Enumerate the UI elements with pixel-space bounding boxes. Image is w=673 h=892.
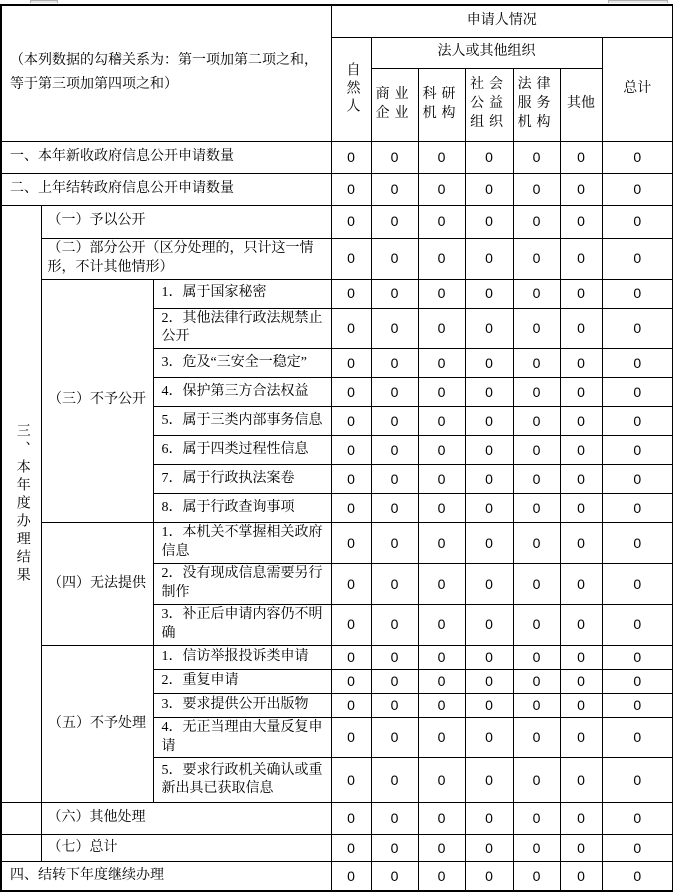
- value-cell: 0: [602, 758, 673, 803]
- value-cell: 0: [602, 693, 673, 717]
- col-header-other-org: 其他: [560, 68, 602, 141]
- row-label-not-processed-4: 4．无正当理由大量反复申请: [153, 717, 331, 758]
- value-cell: 0: [418, 173, 465, 205]
- value-cell: 0: [560, 645, 602, 669]
- row-label-not-processed-2: 2．重复申请: [153, 669, 331, 693]
- value-cell: 0: [331, 564, 371, 605]
- value-cell: 0: [602, 378, 673, 407]
- table-row: [1, 141, 673, 173]
- value-cell: 0: [371, 308, 418, 349]
- value-cell: 0: [560, 407, 602, 436]
- value-cell: 0: [418, 564, 465, 605]
- row-label-not-processed-3: 3．要求提供公开出版物: [153, 693, 331, 717]
- value-cell: 0: [465, 835, 513, 862]
- value-cell: 0: [560, 349, 602, 378]
- value-cell: 0: [418, 205, 465, 238]
- value-cell: 0: [331, 494, 371, 523]
- value-cell: 0: [371, 604, 418, 645]
- cutoff-ui-fragment-right: [608, 0, 668, 3]
- value-cell: 0: [602, 494, 673, 523]
- value-cell: 0: [331, 693, 371, 717]
- row-label-new-received: 一、本年新收政府信息公开申请数量: [1, 141, 331, 173]
- value-cell: 0: [602, 205, 673, 238]
- applicant-info-header: 申请人情况: [331, 5, 673, 37]
- table-row: [1, 645, 673, 669]
- value-cell: 0: [331, 717, 371, 758]
- value-cell: 0: [560, 803, 602, 835]
- value-cell: 0: [513, 669, 560, 693]
- value-cell: 0: [513, 693, 560, 717]
- value-cell: 0: [513, 717, 560, 758]
- row-label-denied-4: 4．保护第三方合法权益: [153, 378, 331, 407]
- value-cell: 0: [418, 349, 465, 378]
- col-header-natural-person: 自然人: [331, 37, 371, 141]
- group-label-not-processed: （五）不予处理: [41, 645, 153, 803]
- value-cell: 0: [465, 465, 513, 494]
- value-cell: 0: [331, 465, 371, 494]
- value-cell: 0: [371, 205, 418, 238]
- value-cell: 0: [560, 693, 602, 717]
- value-cell: 0: [602, 141, 673, 173]
- value-cell: 0: [418, 407, 465, 436]
- value-cell: 0: [465, 141, 513, 173]
- value-cell: 0: [465, 693, 513, 717]
- row-label-denied-8: 8．属于行政查询事项: [153, 494, 331, 523]
- value-cell: 0: [560, 279, 602, 308]
- value-cell: 0: [331, 758, 371, 803]
- value-cell: 0: [465, 436, 513, 465]
- cutoff-ui-fragment-left: [30, 0, 58, 3]
- value-cell: 0: [465, 279, 513, 308]
- value-cell: 0: [418, 645, 465, 669]
- value-cell: 0: [371, 378, 418, 407]
- value-cell: 0: [602, 465, 673, 494]
- value-cell: 0: [418, 308, 465, 349]
- value-cell: 0: [371, 803, 418, 835]
- value-cell: 0: [371, 173, 418, 205]
- value-cell: 0: [602, 349, 673, 378]
- row-label-next-year: 四、结转下年度继续办理: [1, 862, 331, 891]
- value-cell: 0: [465, 604, 513, 645]
- value-cell: 0: [602, 669, 673, 693]
- value-cell: 0: [465, 407, 513, 436]
- value-cell: 0: [465, 862, 513, 891]
- value-cell: 0: [602, 308, 673, 349]
- table-row: [1, 862, 673, 891]
- value-cell: 0: [371, 717, 418, 758]
- value-cell: 0: [371, 693, 418, 717]
- col-header-legal-service-org: 法律服务机构: [513, 68, 560, 141]
- col-header-research-institution: 科研机构: [418, 68, 465, 141]
- value-cell: 0: [560, 465, 602, 494]
- value-cell: 0: [560, 205, 602, 238]
- value-cell: 0: [465, 803, 513, 835]
- value-cell: 0: [513, 279, 560, 308]
- value-cell: 0: [371, 564, 418, 605]
- row-label-denied-3: 3．危及“三安全一稳定”: [153, 349, 331, 378]
- value-cell: 0: [371, 494, 418, 523]
- value-cell: 0: [331, 436, 371, 465]
- value-cell: 0: [465, 308, 513, 349]
- value-cell: 0: [371, 407, 418, 436]
- value-cell: 0: [560, 669, 602, 693]
- group-label-unable: （四）无法提供: [41, 523, 153, 645]
- value-cell: 0: [513, 141, 560, 173]
- value-cell: 0: [602, 407, 673, 436]
- value-cell: 0: [465, 669, 513, 693]
- value-cell: 0: [513, 465, 560, 494]
- table-row: [1, 238, 673, 279]
- value-cell: 0: [331, 645, 371, 669]
- value-cell: 0: [331, 835, 371, 862]
- value-cell: 0: [331, 308, 371, 349]
- value-cell: 0: [371, 835, 418, 862]
- value-cell: 0: [418, 279, 465, 308]
- value-cell: 0: [371, 669, 418, 693]
- value-cell: 0: [513, 564, 560, 605]
- row-label-partial: （二）部分公开（区分处理的，只计这一情形，不计其他情形）: [41, 238, 331, 279]
- value-cell: 0: [465, 717, 513, 758]
- table-row: [1, 523, 673, 564]
- value-cell: 0: [371, 141, 418, 173]
- value-cell: 0: [513, 436, 560, 465]
- value-cell: 0: [331, 378, 371, 407]
- value-cell: 0: [602, 238, 673, 279]
- value-cell: 0: [602, 173, 673, 205]
- value-cell: 0: [331, 238, 371, 279]
- value-cell: 0: [418, 604, 465, 645]
- value-cell: 0: [371, 862, 418, 891]
- value-cell: 0: [602, 717, 673, 758]
- value-cell: 0: [331, 604, 371, 645]
- value-cell: 0: [418, 494, 465, 523]
- value-cell: 0: [602, 564, 673, 605]
- value-cell: 0: [371, 523, 418, 564]
- value-cell: 0: [371, 465, 418, 494]
- table-note: （本列数据的勾稽关系为：第一项加第二项之和，等于第三项加第四项之和）: [1, 5, 331, 141]
- value-cell: 0: [418, 238, 465, 279]
- value-cell: 0: [602, 862, 673, 891]
- value-cell: 0: [560, 308, 602, 349]
- value-cell: 0: [602, 645, 673, 669]
- value-cell: 0: [465, 523, 513, 564]
- value-cell: 0: [513, 758, 560, 803]
- row-label-subtotal: （七）总计: [41, 835, 331, 862]
- value-cell: 0: [560, 173, 602, 205]
- value-cell: 0: [331, 205, 371, 238]
- value-cell: 0: [371, 645, 418, 669]
- row-label-denied-5: 5．属于三类内部事务信息: [153, 407, 331, 436]
- value-cell: 0: [331, 803, 371, 835]
- value-cell: 0: [513, 494, 560, 523]
- value-cell: 0: [331, 407, 371, 436]
- value-cell: 0: [331, 523, 371, 564]
- value-cell: 0: [465, 238, 513, 279]
- row-label-unable-1: 1．本机关不掌握相关政府信息: [153, 523, 331, 564]
- table-row: [1, 205, 673, 238]
- value-cell: 0: [418, 378, 465, 407]
- row-label-unable-2: 2．没有现成信息需要另行制作: [153, 564, 331, 605]
- value-cell: 0: [418, 465, 465, 494]
- value-cell: 0: [331, 279, 371, 308]
- header-row-1: [1, 5, 673, 37]
- col-header-total: 总计: [602, 37, 673, 141]
- value-cell: 0: [465, 173, 513, 205]
- value-cell: 0: [513, 803, 560, 835]
- value-cell: 0: [513, 523, 560, 564]
- value-cell: 0: [513, 205, 560, 238]
- value-cell: 0: [331, 141, 371, 173]
- value-cell: 0: [513, 604, 560, 645]
- value-cell: 0: [560, 238, 602, 279]
- table-row: [1, 279, 673, 308]
- value-cell: 0: [465, 564, 513, 605]
- value-cell: 0: [560, 862, 602, 891]
- empty-cell: [1, 803, 41, 835]
- value-cell: 0: [418, 436, 465, 465]
- value-cell: 0: [513, 238, 560, 279]
- value-cell: 0: [560, 436, 602, 465]
- value-cell: 0: [418, 803, 465, 835]
- value-cell: 0: [371, 758, 418, 803]
- value-cell: 0: [560, 604, 602, 645]
- value-cell: 0: [560, 378, 602, 407]
- col-header-social-welfare-org: 社会公益组织: [465, 68, 513, 141]
- value-cell: 0: [371, 279, 418, 308]
- row-label-not-processed-5: 5．要求行政机关确认或重新出具已获取信息: [153, 758, 331, 803]
- value-cell: 0: [331, 173, 371, 205]
- value-cell: 0: [418, 693, 465, 717]
- value-cell: 0: [513, 835, 560, 862]
- value-cell: 0: [331, 669, 371, 693]
- value-cell: 0: [418, 758, 465, 803]
- value-cell: 0: [465, 378, 513, 407]
- value-cell: 0: [371, 238, 418, 279]
- row-label-denied-6: 6．属于四类过程性信息: [153, 436, 331, 465]
- value-cell: 0: [418, 717, 465, 758]
- empty-cell: [1, 835, 41, 862]
- col-header-commercial-enterprise: 商业企业: [371, 68, 418, 141]
- value-cell: 0: [513, 862, 560, 891]
- value-cell: 0: [418, 141, 465, 173]
- value-cell: 0: [560, 758, 602, 803]
- value-cell: 0: [560, 717, 602, 758]
- table-row: [1, 835, 673, 862]
- row-label-unable-3: 3．补正后申请内容仍不明确: [153, 604, 331, 645]
- value-cell: 0: [602, 604, 673, 645]
- value-cell: 0: [560, 564, 602, 605]
- value-cell: 0: [418, 835, 465, 862]
- value-cell: 0: [371, 436, 418, 465]
- value-cell: 0: [513, 173, 560, 205]
- value-cell: 0: [371, 349, 418, 378]
- value-cell: 0: [331, 349, 371, 378]
- row-label-denied-1: 1．属于国家秘密: [153, 279, 331, 308]
- value-cell: 0: [602, 803, 673, 835]
- value-cell: 0: [418, 669, 465, 693]
- value-cell: 0: [465, 349, 513, 378]
- row-label-not-processed-1: 1．信访举报投诉类申请: [153, 645, 331, 669]
- value-cell: 0: [331, 862, 371, 891]
- value-cell: 0: [418, 862, 465, 891]
- value-cell: 0: [602, 523, 673, 564]
- value-cell: 0: [513, 378, 560, 407]
- value-cell: 0: [465, 758, 513, 803]
- value-cell: 0: [560, 494, 602, 523]
- row-label-granted: （一）予以公开: [41, 205, 331, 238]
- row-label-carried-over: 二、上年结转政府信息公开申请数量: [1, 173, 331, 205]
- value-cell: 0: [513, 645, 560, 669]
- value-cell: 0: [602, 279, 673, 308]
- value-cell: 0: [513, 407, 560, 436]
- section3-vertical-label: 三、本年度办理结果: [1, 205, 41, 803]
- value-cell: 0: [560, 523, 602, 564]
- group-label-denied: （三）不予公开: [41, 279, 153, 523]
- value-cell: 0: [602, 835, 673, 862]
- value-cell: 0: [513, 349, 560, 378]
- table-row: [1, 803, 673, 835]
- value-cell: 0: [465, 205, 513, 238]
- value-cell: 0: [560, 141, 602, 173]
- value-cell: 0: [465, 645, 513, 669]
- value-cell: 0: [465, 494, 513, 523]
- col-header-legal-org-group: 法人或其他组织: [371, 37, 602, 68]
- row-label-denied-7: 7．属于行政执法案卷: [153, 465, 331, 494]
- value-cell: 0: [513, 308, 560, 349]
- table-row: [1, 173, 673, 205]
- value-cell: 0: [418, 523, 465, 564]
- row-label-denied-2: 2．其他法律行政法规禁止公开: [153, 308, 331, 349]
- row-label-other: （六）其他处理: [41, 803, 331, 835]
- value-cell: 0: [560, 835, 602, 862]
- value-cell: 0: [602, 436, 673, 465]
- applicant-status-table: [0, 4, 673, 892]
